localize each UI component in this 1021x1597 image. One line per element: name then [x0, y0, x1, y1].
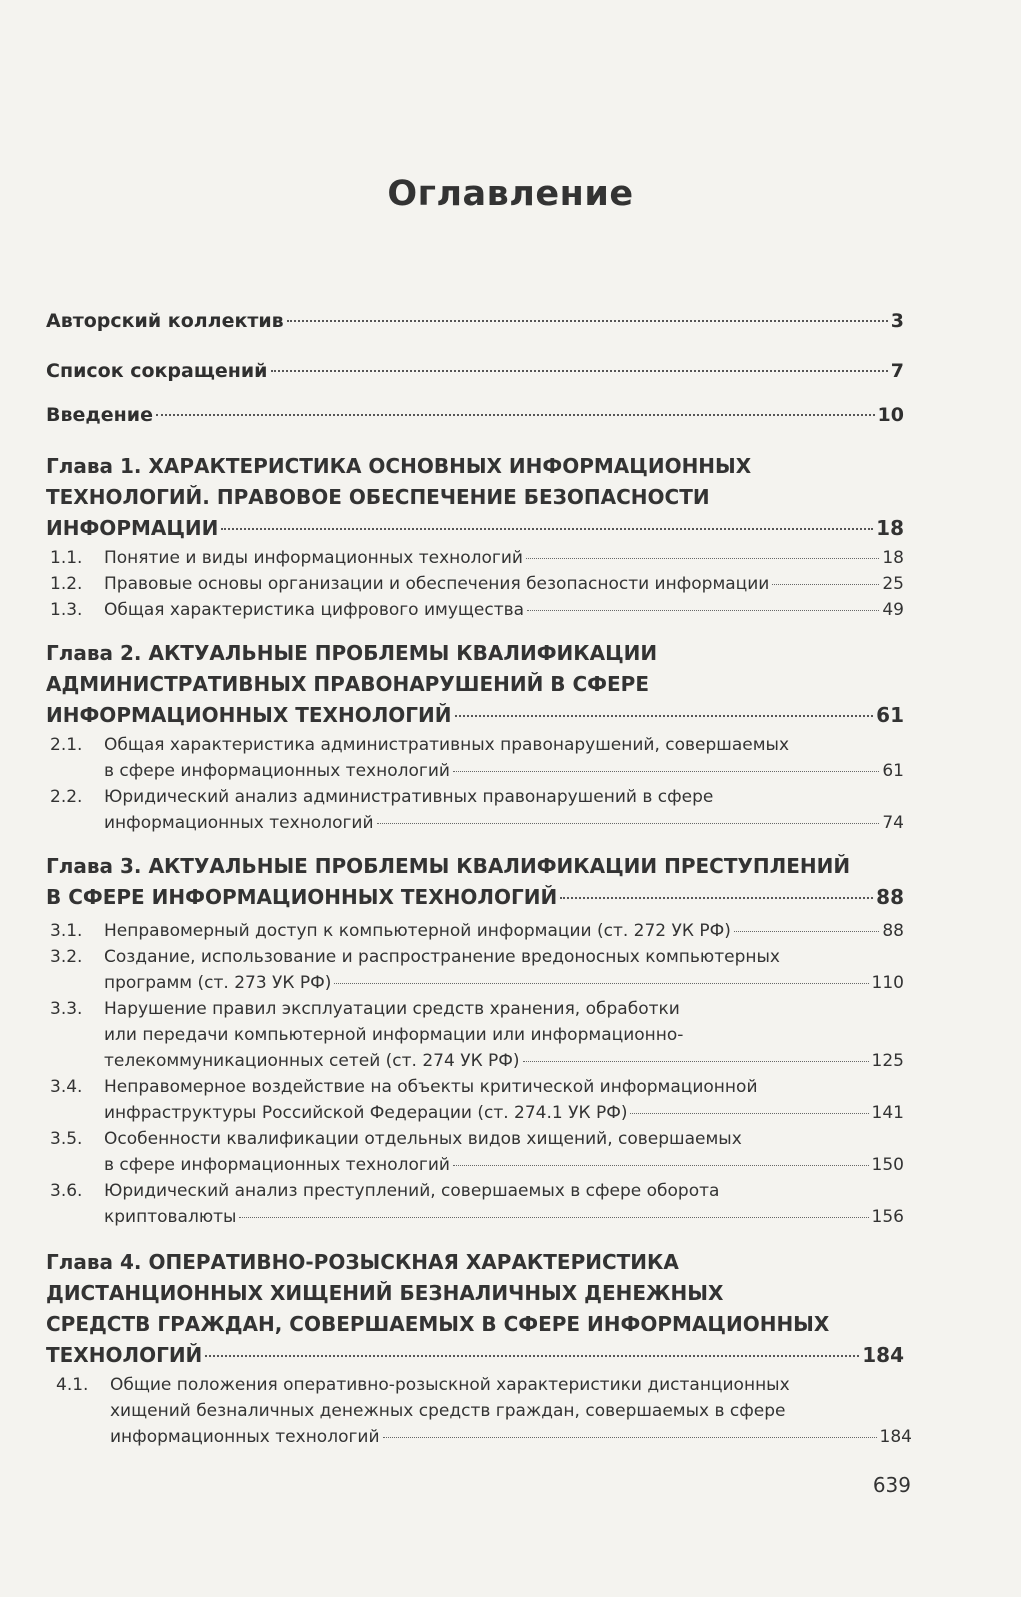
- section-title: Понятие и виды информационных технологий: [104, 548, 523, 568]
- section-2-2[interactable]: [46, 784, 904, 836]
- chapter-2-sections: [46, 732, 904, 836]
- chapter-3-sections: [46, 918, 904, 1230]
- section-title: Неправомерный доступ к компьютерной информации (ст. 272 УК РФ): [104, 921, 731, 941]
- section-number: 1.1.: [50, 548, 83, 568]
- chapter-page: 18: [876, 516, 904, 540]
- section-number: 4.1.: [56, 1375, 89, 1395]
- section-number: 2.1.: [50, 735, 83, 755]
- chapter-title: Глава 1. ХАРАКТЕРИСТИКА ОСНОВНЫХ ИНФОРМАЦИОННЫХ: [46, 454, 752, 478]
- toc-entry-page: 7: [890, 360, 904, 382]
- section-title: криптовалюты: [104, 1207, 237, 1227]
- section-title: Неправомерное воздействие на объекты критической информационной: [104, 1077, 758, 1097]
- chapter-title: ИНФОРМАЦИИ: [46, 516, 219, 540]
- dot-leader: [523, 1061, 869, 1062]
- section-title: Правовые основы организации и обеспечения безопасности информации: [104, 574, 770, 594]
- chapter-title: АДМИНИСТРАТИВНЫХ ПРАВОНАРУШЕНИЙ В СФЕРЕ: [46, 672, 649, 696]
- section-title: Общая характеристика цифрового имущества: [104, 600, 525, 620]
- section-number: 1.3.: [50, 600, 83, 620]
- section-page: 184: [879, 1427, 912, 1447]
- chapter-4[interactable]: [46, 1247, 904, 1371]
- section-title: или передачи компьютерной информации или информационно-: [104, 1025, 684, 1045]
- toc-entry-label: Авторский коллектив: [46, 310, 284, 332]
- section-3-2[interactable]: [46, 944, 904, 996]
- section-number: 3.3.: [50, 999, 83, 1019]
- section-number: 1.2.: [50, 574, 83, 594]
- toc-entry-page: 10: [877, 404, 904, 426]
- section-page: 141: [871, 1103, 904, 1123]
- section-page: 49: [882, 600, 904, 620]
- chapter-2[interactable]: [46, 638, 904, 731]
- section-page: 25: [882, 574, 904, 594]
- chapter-title: ИНФОРМАЦИОННЫХ ТЕХНОЛОГИЙ: [46, 703, 452, 727]
- section-title: телекоммуникационных сетей (ст. 274 УК РФ): [104, 1051, 520, 1071]
- chapter-title: СРЕДСТВ ГРАЖДАН, СОВЕРШАЕМЫХ В СФЕРЕ ИНФОРМАЦИОННЫХ: [46, 1312, 830, 1336]
- dot-leader: [377, 823, 880, 824]
- chapter-title: ДИСТАНЦИОННЫХ ХИЩЕНИЙ БЕЗНАЛИЧНЫХ ДЕНЕЖНЫХ: [46, 1281, 724, 1305]
- dot-leader: [526, 558, 879, 559]
- section-number: 3.6.: [50, 1181, 83, 1201]
- chapter-title: Глава 2. АКТУАЛЬНЫЕ ПРОБЛЕМЫ КВАЛИФИКАЦИИ: [46, 641, 658, 665]
- section-title: Общая характеристика административных правонарушений, совершаемых: [104, 735, 790, 755]
- dot-leader: [334, 983, 868, 984]
- section-number: 3.2.: [50, 947, 83, 967]
- toc-front-1[interactable]: [46, 310, 904, 332]
- chapter-title: ТЕХНОЛОГИЙ: [46, 1343, 203, 1367]
- section-title: информационных технологий: [104, 813, 374, 833]
- toc-front-2[interactable]: [46, 360, 904, 382]
- section-title: в сфере информационных технологий: [104, 1155, 450, 1175]
- chapter-1[interactable]: [46, 451, 904, 544]
- toc-front-3[interactable]: [46, 404, 904, 426]
- section-page: 156: [871, 1207, 904, 1227]
- dot-leader: [455, 715, 874, 717]
- section-1-3[interactable]: [46, 597, 904, 623]
- chapter-page: 184: [862, 1343, 904, 1367]
- dot-leader: [221, 528, 873, 530]
- section-number: 3.5.: [50, 1129, 83, 1149]
- section-page: 18: [882, 548, 904, 568]
- chapter-title: В СФЕРЕ ИНФОРМАЦИОННЫХ ТЕХНОЛОГИЙ: [46, 885, 558, 909]
- dot-leader: [453, 1165, 869, 1166]
- section-title: Общие положения оперативно-розыскной характеристики дистанционных: [110, 1375, 790, 1395]
- section-number: 3.4.: [50, 1077, 83, 1097]
- dot-leader: [560, 897, 873, 899]
- section-page: 125: [871, 1051, 904, 1071]
- dot-leader: [630, 1113, 868, 1114]
- section-title: Юридический анализ преступлений, совершаемых в сфере оборота: [104, 1181, 720, 1201]
- dot-leader: [156, 414, 875, 416]
- dot-leader: [734, 931, 880, 932]
- section-page: 110: [871, 973, 904, 993]
- page-title: Оглавление: [387, 174, 634, 214]
- section-3-1[interactable]: [46, 918, 904, 944]
- section-title: хищений безналичных денежных средств граждан, совершаемых в сфере: [110, 1401, 786, 1421]
- section-title: в сфере информационных технологий: [104, 761, 450, 781]
- section-title: программ (ст. 273 УК РФ): [104, 973, 332, 993]
- dot-leader: [527, 610, 879, 611]
- chapter-page: 88: [876, 885, 904, 909]
- toc-entry-page: 3: [890, 310, 904, 332]
- section-number: 3.1.: [50, 921, 83, 941]
- chapter-4-sections: [52, 1372, 912, 1450]
- section-number: 2.2.: [50, 787, 83, 807]
- page-number: 639: [872, 1473, 911, 1497]
- section-title: Особенности квалификации отдельных видов хищений, совершаемых: [104, 1129, 742, 1149]
- chapter-1-sections: [46, 545, 904, 623]
- section-title: Юридический анализ административных правонарушений в сфере: [104, 787, 714, 807]
- section-title: информационных технологий: [110, 1427, 380, 1447]
- dot-leader: [772, 584, 879, 585]
- chapter-page: 61: [876, 703, 904, 727]
- section-page: 88: [882, 921, 904, 941]
- chapter-title: Глава 4. ОПЕРАТИВНО-РОЗЫСКНАЯ ХАРАКТЕРИСТИКА: [46, 1250, 679, 1274]
- section-title: Создание, использование и распространение вредоносных компьютерных: [104, 947, 780, 967]
- section-3-4[interactable]: [46, 1074, 904, 1126]
- dot-leader: [287, 320, 888, 322]
- dot-leader: [239, 1217, 868, 1218]
- chapter-3[interactable]: [46, 851, 904, 913]
- section-page: 74: [882, 813, 904, 833]
- dot-leader: [453, 771, 879, 772]
- toc-entry-label: Список сокращений: [46, 360, 268, 382]
- dot-leader: [383, 1437, 877, 1438]
- dot-leader: [271, 370, 888, 372]
- section-1-1[interactable]: [46, 545, 904, 571]
- section-4-1[interactable]: [52, 1372, 912, 1450]
- section-title: инфраструктуры Российской Федерации (ст. 274.1 УК РФ): [104, 1103, 628, 1123]
- section-3-3[interactable]: [46, 996, 904, 1074]
- section-page: 61: [882, 761, 904, 781]
- dot-leader: [205, 1355, 859, 1357]
- section-3-5[interactable]: [46, 1126, 904, 1178]
- chapter-title: ТЕХНОЛОГИЙ. ПРАВОВОЕ ОБЕСПЕЧЕНИЕ БЕЗОПАСНОСТИ: [46, 485, 710, 509]
- chapter-title: Глава 3. АКТУАЛЬНЫЕ ПРОБЛЕМЫ КВАЛИФИКАЦИИ ПРЕСТУПЛЕНИЙ: [46, 854, 851, 878]
- section-title: Нарушение правил эксплуатации средств хранения, обработки: [104, 999, 680, 1019]
- section-page: 150: [871, 1155, 904, 1175]
- section-1-2[interactable]: [46, 571, 904, 597]
- section-3-6[interactable]: [46, 1178, 904, 1230]
- section-2-1[interactable]: [46, 732, 904, 784]
- toc-entry-label: Введение: [46, 404, 153, 426]
